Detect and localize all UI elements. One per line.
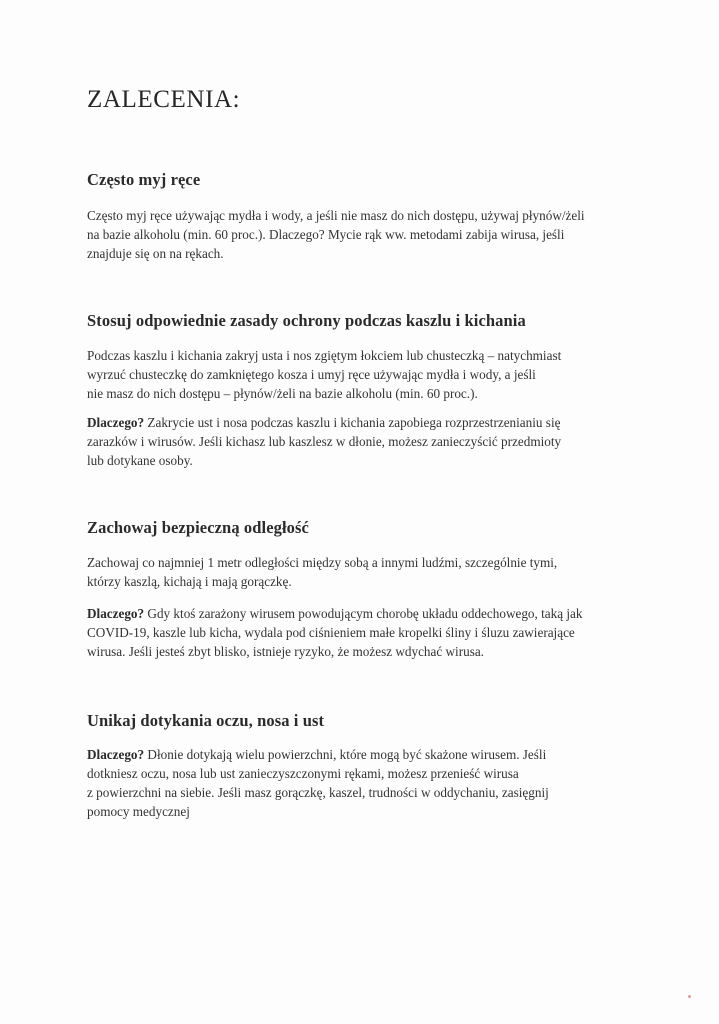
text-fragment: Gdy ktoś zarażony wirusem powodującym chorobę układu oddechowego, taką jak [144, 606, 583, 621]
section-heading-wash-hands: Często myj ręce [87, 170, 201, 189]
paragraph [87, 206, 647, 263]
text-line [87, 604, 647, 623]
text-line: nie masz do nich dostępu – płynów/żeli na bazie alkoholu (min. 60 proc.). [87, 386, 478, 401]
text-line: dotkniesz oczu, nosa lub ust zanieczyszczonymi rękami, możesz przenieść wirusa [87, 766, 519, 781]
text-line: Podczas kaszlu i kichania zakryj usta i nos zgiętym łokciem lub chusteczką – natychmiast [87, 348, 562, 363]
paragraph [87, 346, 647, 403]
section-heading-safe-distance: Zachowaj bezpieczną odległość [87, 518, 309, 537]
text-line: Często myj ręce używając mydła i wody, a jeśli nie masz do nich dostępu, używaj płynów/żeli [87, 208, 585, 223]
text-line: pomocy medycznej [87, 804, 190, 819]
text-line: znajduje się on na rękach. [87, 246, 224, 261]
text-line: COVID-19, kaszle lub kicha, wydala pod ciśnieniem małe kropelki śliny i śluzu zawierające [87, 625, 575, 640]
paragraph-why [87, 604, 647, 661]
text-line: lub dotykane osoby. [87, 453, 193, 468]
why-label: Dlaczego? [87, 415, 145, 430]
text-line [87, 745, 647, 764]
paragraph-why [87, 413, 647, 470]
paragraph-why [87, 745, 647, 821]
text-fragment: Zakrycie ust i nosa podczas kaszlu i kichania zapobiega rozprzestrzenianiu się [144, 415, 561, 430]
paragraph [87, 553, 647, 591]
why-label: Dlaczego? [87, 606, 145, 621]
text-line: zarazków i wirusów. Jeśli kichasz lub kaszlesz w dłonie, możesz zanieczyścić przedmioty [87, 434, 562, 449]
why-label: Dlaczego? [87, 747, 145, 762]
text-line: wyrzuć chusteczkę do zamkniętego kosza i umyj ręce używając mydła i wody, a jeśli [87, 367, 536, 382]
section-heading-cough-sneeze: Stosuj odpowiednie zasady ochrony podczas kaszlu i kichania [87, 311, 526, 330]
text-line: z powierzchni na siebie. Jeśli masz gorączkę, kaszel, trudności w oddychaniu, zasięgnij [87, 785, 549, 800]
text-line: wirusa. Jeśli jesteś zbyt blisko, istnieje ryzyko, że możesz wdychać wirusa. [87, 644, 484, 659]
text-line: na bazie alkoholu (min. 60 proc.). Dlaczego? Mycie rąk ww. metodami zabija wirusa, jeśli [87, 227, 565, 242]
scan-speck [688, 995, 691, 998]
section-heading-avoid-touching: Unikaj dotykania oczu, nosa i ust [87, 711, 325, 730]
text-line: którzy kaszlą, kichają i mają gorączkę. [87, 574, 292, 589]
text-line: Zachowaj co najmniej 1 metr odległości między sobą a innymi ludźmi, szczególnie tymi, [87, 555, 558, 570]
text-line [87, 413, 647, 432]
page-title: ZALECENIA: [87, 86, 241, 113]
text-fragment: Dłonie dotykają wielu powierzchni, które mogą być skażone wirusem. Jeśli [144, 747, 547, 762]
